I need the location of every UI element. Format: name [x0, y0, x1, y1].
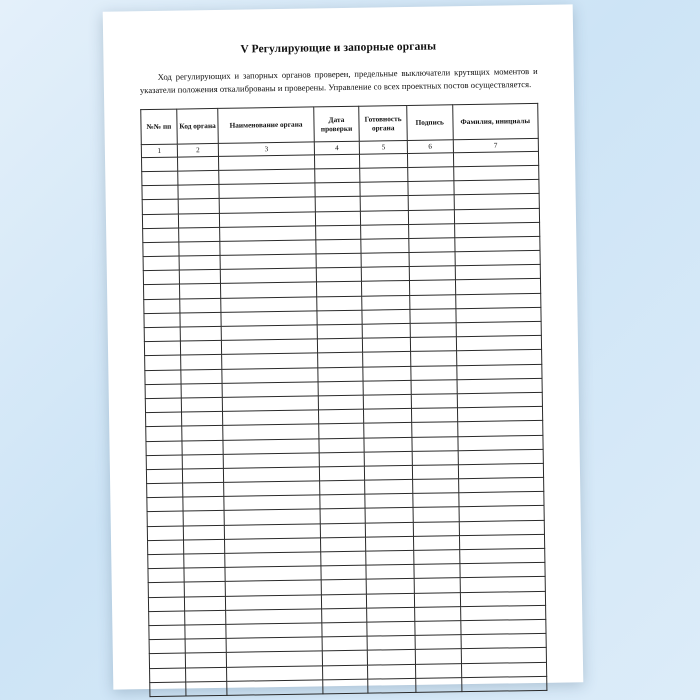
table-cell — [410, 309, 456, 324]
table-cell — [227, 651, 322, 667]
table-cell — [221, 282, 316, 298]
table-cell — [142, 214, 178, 229]
table-cell — [456, 350, 542, 366]
table-cell — [222, 382, 317, 398]
table-cell — [414, 592, 460, 607]
table-cell — [410, 294, 456, 309]
table-cell — [362, 295, 410, 310]
table-cell — [320, 537, 366, 552]
table-cell — [317, 338, 363, 353]
table-cell — [408, 195, 454, 210]
table-cell — [143, 270, 179, 285]
table-cell — [413, 521, 459, 536]
table-cell — [320, 509, 366, 524]
table-cell — [181, 397, 223, 412]
table-cell — [225, 566, 320, 582]
table-cell — [361, 224, 409, 239]
table-cell — [177, 170, 219, 185]
column-number-6: 6 — [407, 140, 453, 154]
table-cell — [412, 422, 458, 437]
table-cell — [364, 451, 412, 466]
table-cell — [147, 512, 183, 527]
table-cell — [320, 523, 366, 538]
table-cell — [147, 497, 183, 512]
table-cell — [183, 539, 225, 554]
table-cell — [360, 153, 408, 168]
table-cell — [367, 607, 415, 622]
table-cell — [458, 492, 544, 508]
table-cell — [366, 536, 414, 551]
table-cell — [321, 580, 367, 595]
column-number-4: 4 — [314, 141, 360, 155]
table-cell — [363, 352, 411, 367]
table-cell — [460, 605, 546, 621]
table-cell — [181, 383, 223, 398]
table-cell — [148, 597, 184, 612]
table-cell — [461, 662, 547, 678]
table-cell — [145, 384, 181, 399]
table-cell — [457, 435, 543, 451]
table-cell — [219, 169, 314, 185]
table-cell — [454, 222, 540, 238]
column-header-readiness: Готовность органа — [359, 105, 407, 141]
table-cell — [181, 369, 223, 384]
table-cell — [177, 156, 219, 171]
table-cell — [456, 364, 542, 380]
table-cell — [319, 466, 365, 481]
table-cell — [146, 441, 182, 456]
table-cell — [408, 209, 454, 224]
table-cell — [362, 323, 410, 338]
table-cell — [367, 621, 415, 636]
table-cell — [319, 438, 365, 453]
column-number-7: 7 — [453, 138, 539, 152]
table-cell — [150, 682, 186, 697]
table-cell — [409, 223, 455, 238]
table-cell — [184, 596, 226, 611]
column-number-1: 1 — [141, 144, 177, 158]
table-cell — [225, 552, 320, 568]
table-cell — [366, 522, 414, 537]
table-cell — [183, 497, 225, 512]
table-cell — [363, 380, 411, 395]
table-cell — [222, 325, 317, 341]
table-cell — [317, 367, 363, 382]
table-cell — [415, 635, 461, 650]
table-cell — [407, 153, 453, 168]
table-cell — [415, 621, 461, 636]
table-cell — [408, 181, 454, 196]
table-cell — [366, 579, 414, 594]
table-cell — [224, 509, 319, 525]
table-cell — [148, 554, 184, 569]
table-cell — [364, 437, 412, 452]
table-cell — [146, 455, 182, 470]
table-cell — [412, 450, 458, 465]
table-cell — [459, 548, 545, 564]
table-cell — [147, 526, 183, 541]
table-cell — [142, 199, 178, 214]
table-cell — [145, 398, 181, 413]
table-body — [141, 151, 546, 696]
table-cell — [411, 365, 457, 380]
table-cell — [185, 624, 227, 639]
table-cell — [178, 185, 220, 200]
table-cell — [316, 267, 362, 282]
table-cell — [457, 421, 543, 437]
table-cell — [458, 449, 544, 465]
table-cell — [148, 540, 184, 555]
table-cell — [454, 236, 540, 252]
table-cell — [363, 366, 411, 381]
table-cell — [315, 225, 361, 240]
table-cell — [179, 241, 221, 256]
table-cell — [318, 395, 364, 410]
table-cell — [360, 196, 408, 211]
table-cell — [362, 309, 410, 324]
table-cell — [224, 453, 319, 469]
table-cell — [321, 608, 367, 623]
table-cell — [459, 563, 545, 579]
page-title: V Регулирующие и запорные органы — [240, 40, 437, 56]
table-cell — [144, 299, 180, 314]
table-cell — [322, 665, 368, 680]
table-cell — [458, 463, 544, 479]
table-cell — [145, 370, 181, 385]
table-cell — [146, 412, 182, 427]
table-cell — [361, 238, 409, 253]
column-header-code: Код органа — [176, 108, 218, 144]
table-cell — [411, 394, 457, 409]
table-cell — [460, 619, 546, 635]
table-cell — [413, 507, 459, 522]
table-cell — [148, 568, 184, 583]
table-cell — [182, 482, 224, 497]
table-cell — [413, 536, 459, 551]
table-cell — [320, 551, 366, 566]
table-cell — [458, 477, 544, 493]
table-cell — [220, 240, 315, 256]
table-cell — [179, 256, 221, 271]
table-cell — [226, 594, 321, 610]
table-cell — [142, 185, 178, 200]
table-cell — [143, 256, 179, 271]
table-cell — [141, 157, 177, 172]
table-cell — [322, 636, 368, 651]
table-cell — [410, 323, 456, 338]
table-cell — [459, 506, 545, 522]
table-cell — [223, 438, 318, 454]
table-cell — [220, 226, 315, 242]
table-cell — [415, 606, 461, 621]
table-cell — [366, 565, 414, 580]
table-cell — [363, 338, 411, 353]
table-cell — [225, 524, 320, 540]
table-cell — [147, 483, 183, 498]
intro-paragraph: Ход регулирующих и запорных органов проверен, предельные выключатели крутящих моментов и указатели положения откалиброваны и проверены. Управление со всех проектных постов осуществляется. — [139, 65, 538, 96]
table-cell — [366, 550, 414, 565]
table-cell — [454, 208, 540, 224]
table-cell — [411, 351, 457, 366]
table-cell — [317, 324, 363, 339]
table-cell — [364, 394, 412, 409]
table-cell — [227, 665, 322, 681]
table-cell — [227, 680, 322, 696]
table-cell — [454, 194, 540, 210]
table-cell — [222, 367, 317, 383]
table-cell — [184, 610, 226, 625]
table-cell — [143, 228, 179, 243]
table-cell — [182, 468, 224, 483]
table-cell — [149, 639, 185, 654]
table-cell — [148, 582, 184, 597]
table-cell — [319, 452, 365, 467]
table-cell — [142, 171, 178, 186]
table-cell — [319, 480, 365, 495]
table-cell — [180, 355, 222, 370]
table-cell — [219, 155, 314, 171]
table-cell — [322, 679, 368, 694]
table-cell — [461, 648, 547, 664]
table-cell — [314, 168, 360, 183]
table-cell — [321, 565, 367, 580]
table-cell — [143, 242, 179, 257]
table-cell — [185, 667, 227, 682]
table-cell — [362, 281, 410, 296]
table-cell — [178, 213, 220, 228]
table-cell — [145, 355, 181, 370]
table-cell — [410, 337, 456, 352]
table-cell — [457, 407, 543, 423]
table-cell — [185, 681, 227, 696]
column-number-5: 5 — [360, 140, 408, 154]
table-cell — [317, 310, 363, 325]
table-cell — [367, 636, 415, 651]
table-cell — [183, 525, 225, 540]
column-number-2: 2 — [177, 143, 219, 157]
inspection-table — [140, 103, 547, 697]
table-cell — [408, 167, 454, 182]
table-cell — [411, 380, 457, 395]
table-cell — [222, 339, 317, 355]
table-cell — [318, 381, 364, 396]
table-cell — [361, 210, 409, 225]
table-cell — [368, 664, 416, 679]
table-cell — [315, 239, 361, 254]
table-header — [141, 103, 539, 157]
table-cell — [453, 151, 539, 167]
table-cell — [220, 197, 315, 213]
table-cell — [414, 578, 460, 593]
document-page — [103, 4, 584, 689]
column-header-check-date: Дата проверки — [313, 106, 359, 142]
table-cell — [146, 426, 182, 441]
table-cell — [221, 297, 316, 313]
table-cell — [179, 298, 221, 313]
table-cell — [226, 637, 321, 653]
column-header-surname: Фамилия, инициалы — [452, 103, 538, 139]
table-cell — [316, 253, 362, 268]
table-cell — [364, 423, 412, 438]
table-cell — [455, 265, 541, 281]
table-cell — [149, 625, 185, 640]
table-cell — [181, 426, 223, 441]
table-cell — [322, 650, 368, 665]
table-cell — [368, 678, 416, 693]
table-cell — [317, 353, 363, 368]
table-cell — [416, 677, 462, 692]
table-cell — [223, 396, 318, 412]
table-cell — [144, 341, 180, 356]
table-cell — [316, 296, 362, 311]
table-cell — [409, 280, 455, 295]
table-cell — [180, 326, 222, 341]
table-cell — [226, 580, 321, 596]
table-cell — [368, 650, 416, 665]
table-cell — [409, 252, 455, 267]
table-cell — [221, 311, 316, 327]
table-cell — [455, 307, 541, 323]
table-cell — [456, 321, 542, 337]
table-cell — [180, 341, 222, 356]
table-cell — [455, 250, 541, 266]
table-cell — [455, 279, 541, 295]
column-number-3: 3 — [219, 142, 314, 156]
table-cell — [221, 268, 316, 284]
table-cell — [315, 211, 361, 226]
table-cell — [150, 668, 186, 683]
table-cell — [414, 564, 460, 579]
table-cell — [224, 467, 319, 483]
table-cell — [413, 493, 459, 508]
table-cell — [461, 676, 547, 692]
table-cell — [453, 165, 539, 181]
table-cell — [365, 494, 413, 509]
table-cell — [360, 182, 408, 197]
table-cell — [461, 634, 547, 650]
table-cell — [318, 409, 364, 424]
column-header-signature: Подпись — [407, 105, 453, 141]
table-cell — [411, 408, 457, 423]
table-cell — [182, 454, 224, 469]
column-header-name: Наименование органа — [218, 107, 314, 143]
table-cell — [223, 410, 318, 426]
table-cell — [314, 154, 360, 169]
table-cell — [144, 313, 180, 328]
table-cell — [219, 183, 314, 199]
table-cell — [318, 424, 364, 439]
table-cell — [185, 653, 227, 668]
table-cell — [361, 253, 409, 268]
table-cell — [185, 639, 227, 654]
table-cell — [409, 238, 455, 253]
table-cell — [149, 653, 185, 668]
table-cell — [319, 494, 365, 509]
table-cell — [364, 409, 412, 424]
table-cell — [367, 593, 415, 608]
table-cell — [220, 211, 315, 227]
table-cell — [459, 534, 545, 550]
table-cell — [315, 182, 361, 197]
table-cell — [365, 508, 413, 523]
table-cell — [149, 611, 185, 626]
table-cell — [225, 538, 320, 554]
table-cell — [223, 424, 318, 440]
table-cell — [226, 609, 321, 625]
table-cell — [144, 285, 180, 300]
table-cell — [184, 582, 226, 597]
table-cell — [415, 649, 461, 664]
table-cell — [183, 511, 225, 526]
table-cell — [178, 227, 220, 242]
table-cell — [180, 312, 222, 327]
table-cell — [144, 327, 180, 342]
table-cell — [224, 495, 319, 511]
table-cell — [316, 282, 362, 297]
table-cell — [146, 469, 182, 484]
table-cell — [365, 465, 413, 480]
table-cell — [184, 568, 226, 583]
table-cell — [453, 180, 539, 196]
table-cell — [226, 623, 321, 639]
table-cell — [179, 270, 221, 285]
table-cell — [460, 577, 546, 593]
table-cell — [182, 440, 224, 455]
table-cell — [183, 553, 225, 568]
table-cell — [413, 479, 459, 494]
table-cell — [455, 293, 541, 309]
table-cell — [315, 197, 361, 212]
table-cell — [179, 284, 221, 299]
column-header-number: №№ пп — [141, 109, 177, 145]
table-cell — [414, 550, 460, 565]
table-cell — [459, 520, 545, 536]
table-cell — [220, 254, 315, 270]
table-cell — [457, 392, 543, 408]
table-cell — [457, 378, 543, 394]
table-cell — [412, 465, 458, 480]
table-cell — [365, 480, 413, 495]
table-cell — [460, 591, 546, 607]
table-cell — [415, 663, 461, 678]
table-cell — [360, 167, 408, 182]
table-cell — [409, 266, 455, 281]
table-cell — [321, 594, 367, 609]
table-cell — [412, 436, 458, 451]
table-cell — [178, 199, 220, 214]
table-cell — [362, 267, 410, 282]
table-cell — [224, 481, 319, 497]
table-cell — [456, 336, 542, 352]
table-cell — [222, 353, 317, 369]
table-cell — [322, 622, 368, 637]
table-cell — [181, 412, 223, 427]
